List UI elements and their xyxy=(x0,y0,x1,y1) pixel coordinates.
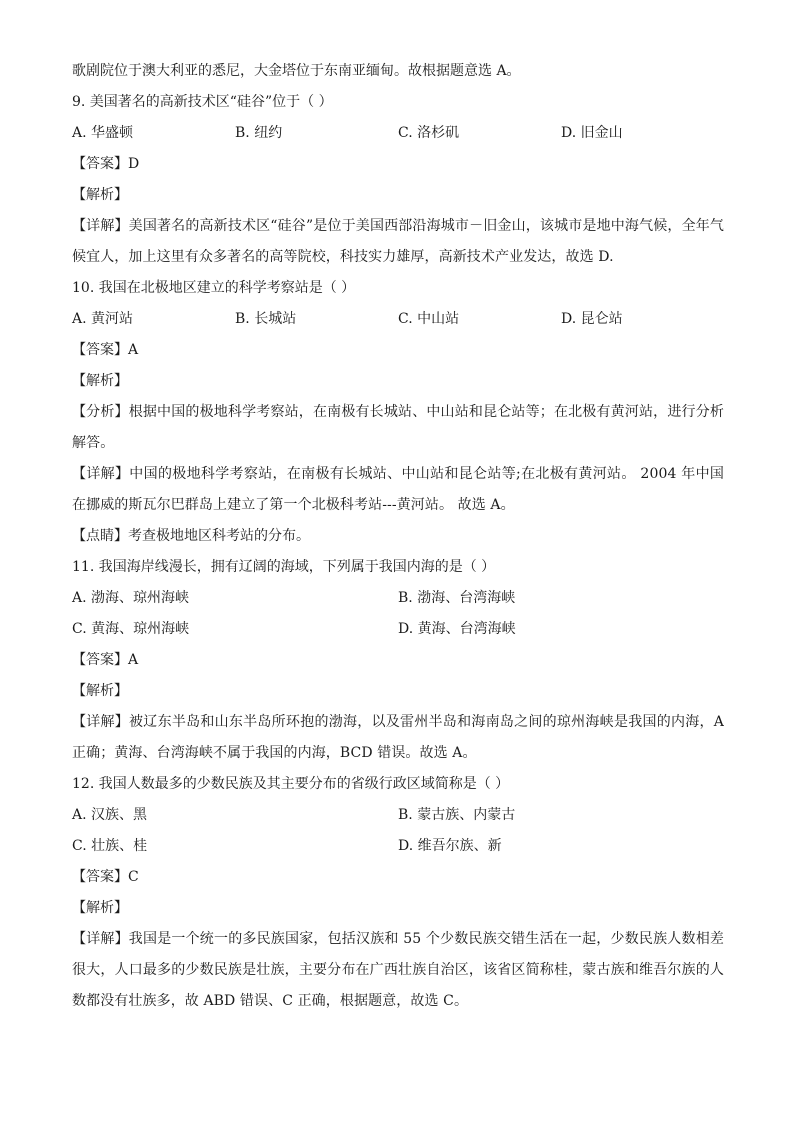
option-b: B. 长城站 xyxy=(235,311,297,327)
analysis-heading: 【解析】 xyxy=(72,683,128,699)
question-12-options-row-2 xyxy=(72,831,724,862)
question-9: 9. 美国著名的高新技术区“硅谷”位于（ ） xyxy=(72,94,333,110)
detail-paragraph: 【详解】美国著名的高新技术区“硅谷”是位于美国西部沿海城市－旧金山，该城市是地中海气候，全年气候宜人，加上这里有众多著名的高等院校，科技实力雄厚，高新技术产业发达，故选 D. xyxy=(72,218,724,265)
question-11: 11. 我国海岸线漫长，拥有辽阔的海域，下列属于我国内海的是（ ） xyxy=(72,559,496,575)
analysis-heading: 【解析】 xyxy=(72,187,128,203)
option-a: A. 华盛顿 xyxy=(72,125,134,141)
option-a: A. 渤海、琼州海峡 xyxy=(72,590,190,606)
option-b: B. 渤海、台湾海峡 xyxy=(398,590,516,606)
analysis-paragraph: 【分析】根据中国的极地科学考察站，在南极有长城站、中山站和昆仑站等；在北极有黄河站，进行分析解答。 xyxy=(72,404,724,451)
answer: 【答案】A xyxy=(72,342,139,358)
option-c: C. 中山站 xyxy=(398,311,460,327)
question-11-options-row-2 xyxy=(72,614,724,645)
analysis-heading: 【解析】 xyxy=(72,373,128,389)
question-12: 12. 我国人数最多的少数民族及其主要分布的省级行政区域简称是（ ） xyxy=(72,776,510,792)
question-12-options-row-1 xyxy=(72,800,724,831)
option-c: C. 壮族、桂 xyxy=(72,838,148,854)
option-d: D. 维吾尔族、新 xyxy=(398,838,502,854)
option-d: D. 黄海、台湾海峡 xyxy=(398,621,516,637)
question-10-options xyxy=(72,304,724,335)
detail-paragraph: 【详解】被辽东半岛和山东半岛所环抱的渤海，以及雷州半岛和海南岛之间的琼州海峡是我国的内海，A 正确；黄海、台湾海峡不属于我国的内海，BCD 错误。故选 A。 xyxy=(72,714,724,761)
comment: 【点睛】考查极地地区科考站的分布。 xyxy=(72,528,310,544)
answer: 【答案】C xyxy=(72,869,139,885)
question-11-options-row-1 xyxy=(72,583,724,614)
option-c: C. 黄海、琼州海峡 xyxy=(72,621,190,637)
question-9-options xyxy=(72,118,724,149)
document-page xyxy=(72,56,724,1017)
option-b: B. 纽约 xyxy=(235,125,283,141)
detail-paragraph: 【详解】我国是一个统一的多民族国家，包括汉族和 55 个少数民族交错生活在一起，少数民族人数相差很大，人口最多的少数民族是壮族，主要分布在广西壮族自治区，该省区简称桂，蒙古族和维吾尔族的人数都没有壮族多，故 ABD 错误、C 正确，根据题意，故选 C。 xyxy=(72,931,724,1009)
option-d: D. 昆仑站 xyxy=(561,311,623,327)
answer: 【答案】A xyxy=(72,652,139,668)
option-b: B. 蒙古族、内蒙古 xyxy=(398,807,516,823)
analysis-heading: 【解析】 xyxy=(72,900,128,916)
answer: 【答案】D xyxy=(72,156,140,172)
option-c: C. 洛杉矶 xyxy=(398,125,460,141)
question-10: 10. 我国在北极地区建立的科学考察站是（ ） xyxy=(72,280,356,296)
detail-paragraph: 【详解】中国的极地科学考察站，在南极有长城站、中山站和昆仑站等;在北极有黄河站。 2004 年中国在挪威的斯瓦尔巴群岛上建立了第一个北极科考站---黄河站。 故选 A。 xyxy=(72,466,724,513)
option-a: A. 汉族、黑 xyxy=(72,807,148,823)
option-d: D. 旧金山 xyxy=(561,125,623,141)
option-a: A. 黄河站 xyxy=(72,311,134,327)
text-line: 歌剧院位于澳大利亚的悉尼，大金塔位于东南亚缅甸。故根据题意选 A。 xyxy=(72,63,521,79)
